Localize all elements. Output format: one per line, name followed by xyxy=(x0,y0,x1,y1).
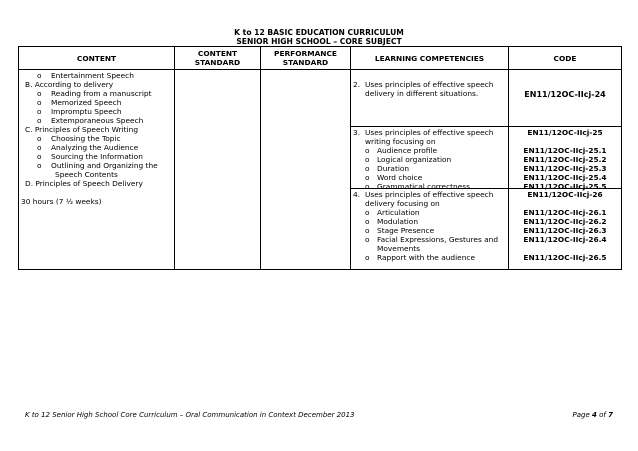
curriculum-table xyxy=(18,46,622,270)
table-row xyxy=(19,70,622,270)
duration-text: 30 hours (7 ½ weeks) xyxy=(21,197,102,206)
code-cell xyxy=(509,70,622,270)
footer-page-number: Page 4 of 7 xyxy=(572,411,613,419)
content-heading-b: B. According to delivery xyxy=(25,80,114,89)
curriculum-title: K to 12 BASIC EDUCATION CURRICULUM xyxy=(234,28,404,37)
content-standard-header: CONTENT STANDARD xyxy=(175,47,261,70)
performance-standard-header: PERFORMANCE STANDARD xyxy=(261,47,351,70)
code-25: EN11/12OC-IIcj-25 EN11/12OC-IIcj-25.1 EN11/12OC-IIcj-25.2 EN11/12OC-IIcj-25.3 EN11/12OC-IIcj-25.4 EN11/12OC-IIcj-25.5 xyxy=(509,127,621,189)
table-header-row xyxy=(19,47,622,70)
code-24: EN11/12OC-IIcj-24 xyxy=(509,70,621,127)
code-26: EN11/12OC-IIcj-26 EN11/12OC-IIcj-26.1 EN11/12OC-IIcj-26.2 EN11/12OC-IIcj-26.3 EN11/12OC-IIcj-26.4 EN11/12OC-IIcj-26.5 xyxy=(523,190,607,262)
footer-document-title: K to 12 Senior High School Core Curriculum – Oral Communication in Context December 2013 xyxy=(25,411,355,419)
content-cell: o Entertainment Speech B. According to delivery o Reading from a manuscript o Memorized Speech o Impromptu Speech o Extemporaneous Speech C. Principles of Speech Writing o Choosing the Topic o Analyzing the Audience o Sourcing the Information o Outlining and Organizing the Speech Contents D. Principles of Speech Delivery 30 hours (7 ½ weeks) xyxy=(19,70,175,270)
competency-4: 4. Uses principles of effective speech delivery focusing on o Articulation o Modulation o Stage Presence o Facial Expressions, Gestures and Movements o Rapport with the audience xyxy=(353,190,499,262)
competency-2: 2. Uses principles of effective speech delivery in different situations. xyxy=(351,70,508,127)
code-header: CODE xyxy=(509,47,622,70)
performance-standard-cell xyxy=(261,70,351,270)
content-standard-cell xyxy=(175,70,261,270)
content-heading-c: C. Principles of Speech Writing xyxy=(25,125,139,134)
content-heading-d: D. Principles of Speech Delivery xyxy=(25,179,143,188)
content-header: CONTENT xyxy=(19,47,175,70)
competencies-cell xyxy=(351,70,509,270)
learning-competencies-header: LEARNING COMPETENCIES xyxy=(351,47,509,70)
curriculum-subtitle: SENIOR HIGH SCHOOL – CORE SUBJECT xyxy=(236,37,402,46)
competency-3: 3. Uses principles of effective speech writing focusing on o Audience profile o Logical organization o Duration o Word choice o Grammatical correctness xyxy=(351,127,508,189)
